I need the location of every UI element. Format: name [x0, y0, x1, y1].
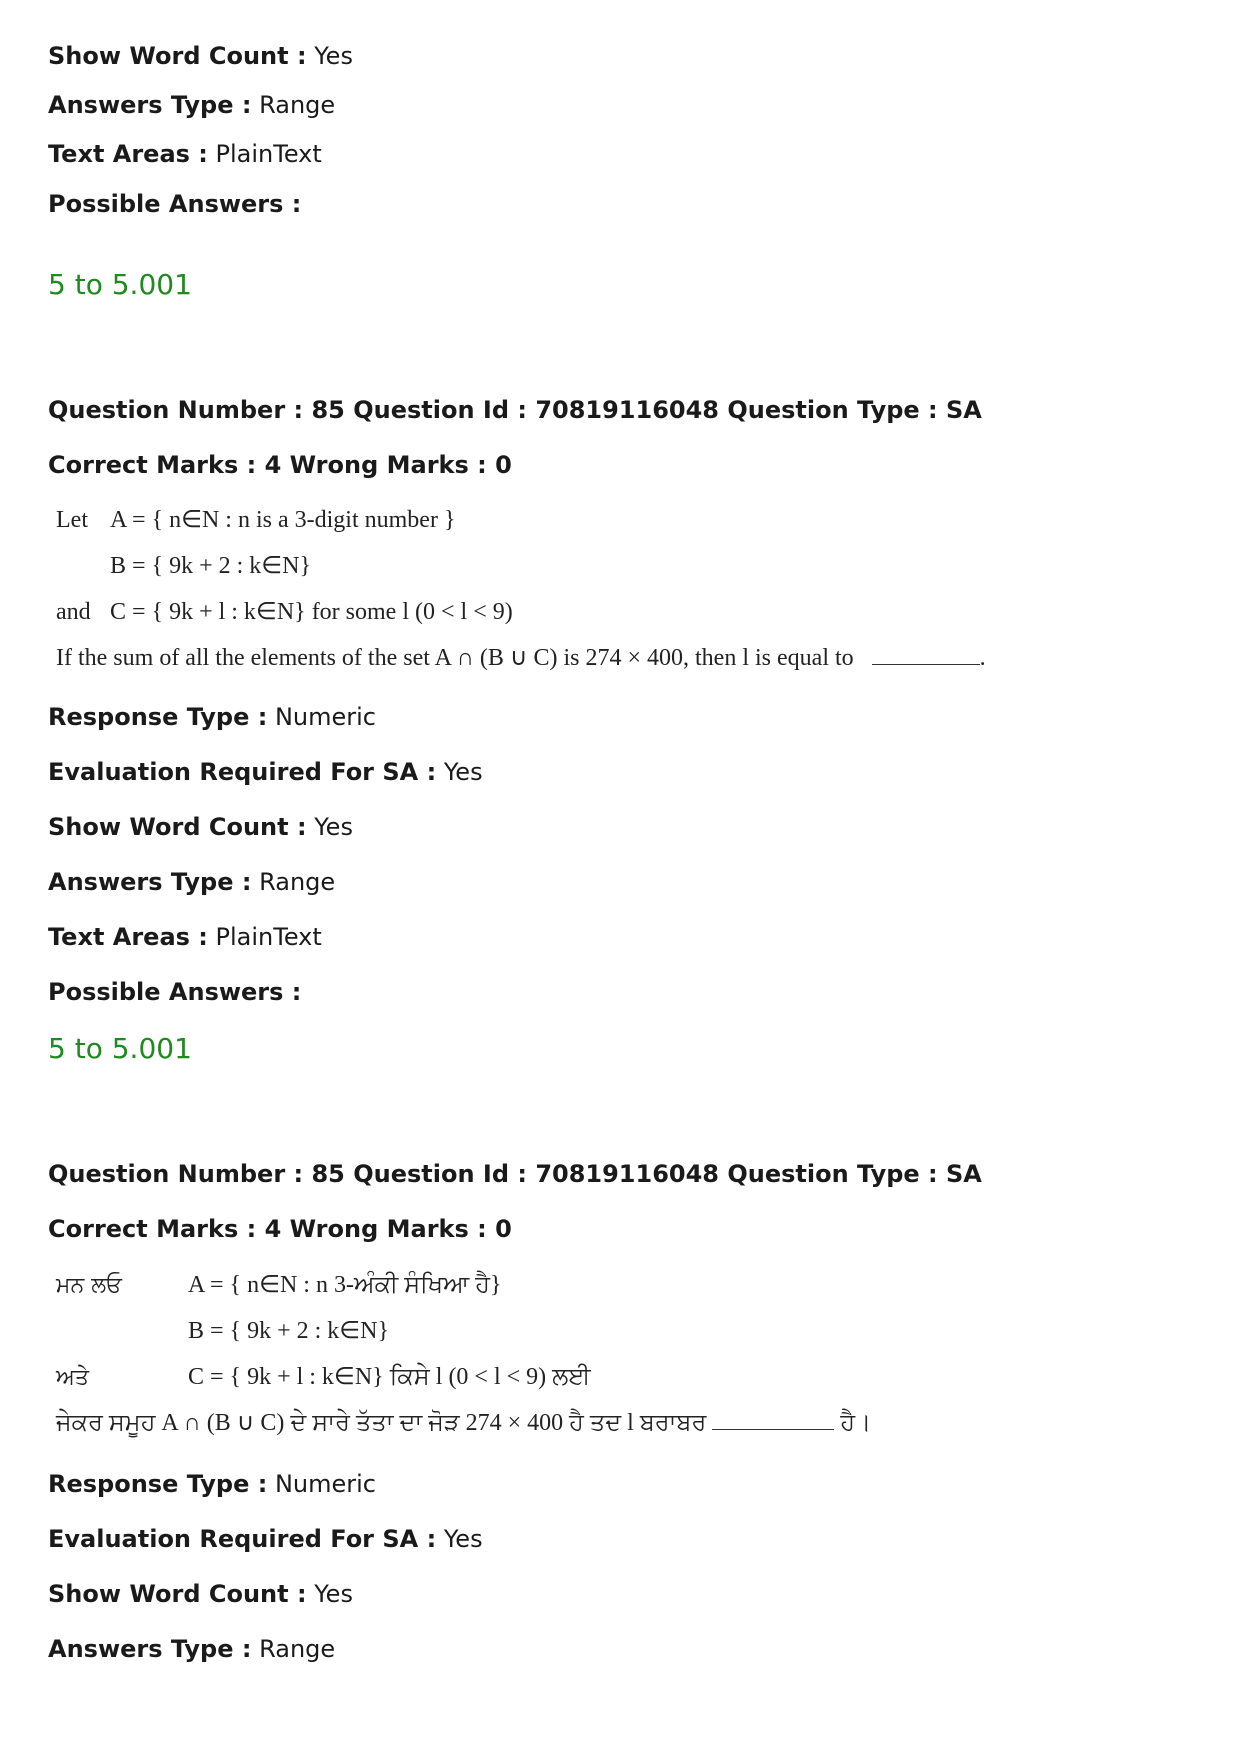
question-line	[56, 1308, 871, 1354]
question-header	[48, 1159, 982, 1189]
question-line-text: B = { 9k + 2 : k∈N}	[188, 1318, 390, 1344]
field-value: Yes	[443, 1525, 483, 1553]
possible-answer-value: 5 to 5.001	[48, 268, 192, 301]
question-line-lead: Let	[56, 507, 88, 533]
question-line-end: .	[979, 645, 986, 671]
possible-answer-value: 5 to 5.001	[48, 1032, 192, 1065]
question-line-text: A = { n∈N : n 3-ਅੰਕੀ ਸੰਖਿਆ ਹੈ}	[188, 1272, 502, 1298]
field-value: Numeric	[274, 703, 376, 731]
field-value: Yes	[443, 758, 483, 786]
show-word-count-line	[48, 1579, 353, 1609]
question-line-text: C = { 9k + l : k∈N} for some l (0 < l < 9)	[110, 599, 513, 625]
field-label: Possible Answers :	[48, 978, 302, 1006]
field-value: PlainText	[215, 140, 322, 168]
text-areas-line	[48, 922, 322, 952]
field-value: Range	[259, 1635, 336, 1663]
question-line-end: ਹੈ।	[840, 1410, 872, 1436]
question-header-text: Question Number : 85 Question Id : 70819116048 Question Type : SA	[48, 396, 982, 424]
field-value: Range	[259, 91, 336, 119]
question-header-text: Question Number : 85 Question Id : 70819116048 Question Type : SA	[48, 1160, 982, 1188]
marks-text: Correct Marks : 4 Wrong Marks : 0	[48, 451, 512, 479]
question-line-text: A = { n∈N : n is a 3-digit number }	[110, 507, 456, 533]
answer-blank	[872, 642, 980, 665]
field-label: Text Areas :	[48, 140, 208, 168]
question-line-text: B = { 9k + 2 : k∈N}	[110, 553, 312, 579]
question-line	[56, 635, 986, 681]
question-text-block	[56, 1262, 871, 1446]
evaluation-line	[48, 1524, 483, 1554]
question-line-lead: ਅਤੇ	[56, 1365, 90, 1390]
field-label: Answers Type :	[48, 868, 252, 896]
question-text-block	[56, 497, 986, 681]
field-value: Yes	[314, 42, 353, 70]
marks-line	[48, 450, 512, 480]
answers-type-line	[48, 1634, 335, 1664]
question-line	[56, 1262, 871, 1308]
question-header	[48, 395, 982, 425]
field-label: Show Word Count :	[48, 813, 307, 841]
field-label: Response Type :	[48, 1470, 268, 1498]
question-line-lead: and	[56, 599, 91, 625]
question-line	[56, 589, 986, 635]
question-line	[56, 497, 986, 543]
marks-line	[48, 1214, 512, 1244]
question-line	[56, 1354, 871, 1400]
text-areas-line	[48, 139, 322, 169]
question-line-text: ਜੇਕਰ ਸਮੂਹ A ∩ (B ∪ C) ਦੇ ਸਾਰੇ ਤੱਤਾ ਦਾ ਜੋੜ 274 × 400 ਹੈ ਤਦ l ਬਰਾਬਰ	[56, 1410, 707, 1436]
field-label: Answers Type :	[48, 1635, 252, 1663]
show-word-count-line	[48, 41, 353, 71]
response-type-line	[48, 702, 376, 732]
question-line-text: If the sum of all the elements of the set A ∩ (B ∪ C) is 274 × 400, then l is equal to	[56, 645, 854, 671]
answers-type-line	[48, 90, 335, 120]
question-line	[56, 1400, 871, 1446]
question-line	[56, 543, 986, 589]
marks-text: Correct Marks : 4 Wrong Marks : 0	[48, 1215, 512, 1243]
question-line-lead: ਮਨ ਲਓ	[56, 1273, 122, 1298]
field-label: Text Areas :	[48, 923, 208, 951]
response-type-line	[48, 1469, 376, 1499]
field-label: Response Type :	[48, 703, 268, 731]
answer-blank	[712, 1407, 834, 1430]
field-label: Answers Type :	[48, 91, 252, 119]
field-value: Yes	[314, 1580, 353, 1608]
field-value: PlainText	[215, 923, 322, 951]
question-line-text: C = { 9k + l : k∈N} ਕਿਸੇ l (0 < l < 9) ਲਈ	[188, 1364, 591, 1390]
field-label: Possible Answers :	[48, 190, 302, 218]
possible-answers-line	[48, 977, 301, 1007]
evaluation-line	[48, 757, 483, 787]
field-value: Yes	[314, 813, 353, 841]
answers-type-line	[48, 867, 335, 897]
field-value: Numeric	[274, 1470, 376, 1498]
possible-answers-line	[48, 189, 301, 219]
field-label: Show Word Count :	[48, 1580, 307, 1608]
field-label: Evaluation Required For SA :	[48, 1525, 437, 1553]
field-value: Range	[259, 868, 336, 896]
show-word-count-line	[48, 812, 353, 842]
field-label: Show Word Count :	[48, 42, 307, 70]
field-label: Evaluation Required For SA :	[48, 758, 437, 786]
